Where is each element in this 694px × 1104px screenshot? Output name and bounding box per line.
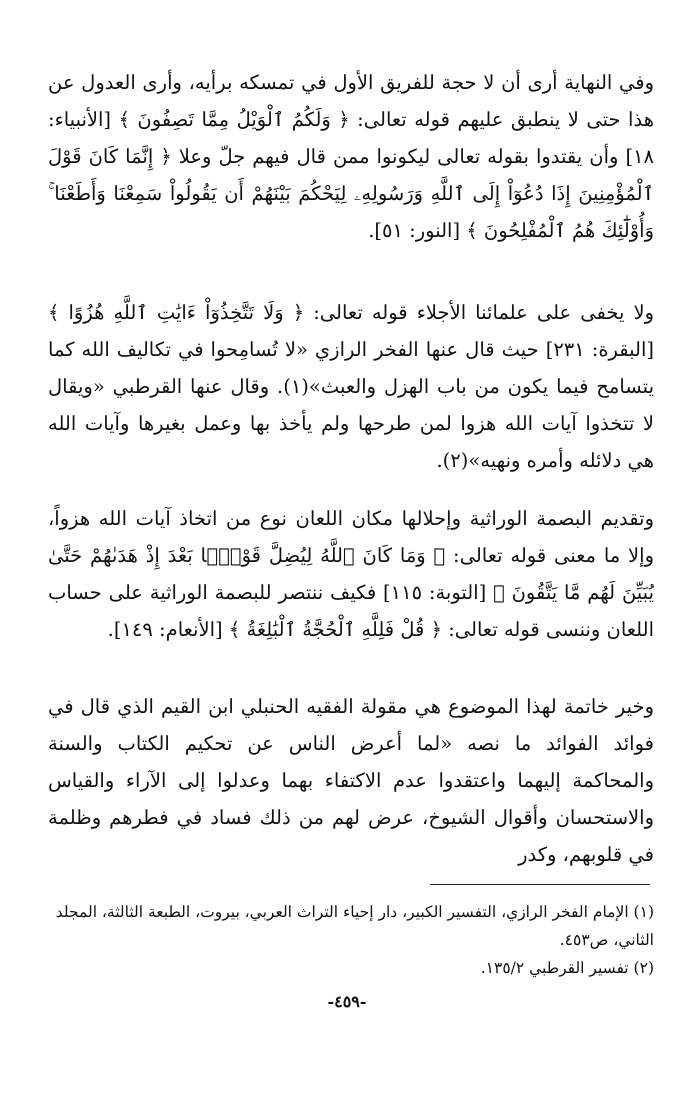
paragraph-ibn-qayyim: وخير خاتمة لهذا الموضوع هي مقولة الفقيه الحنبلي ابن القيم الذي قال في فوائد الفوائد ما نصه «لما أعرض الناس عن تحكيم الكتاب والسنة والمحاكمة إليهما واعتقدوا عدم الاكتفاء بهما وعدلوا إلى الآراء والقياس والاستحسان وأقوال الشيوخ، عرض لهم من ذلك فساد في فطرهم وظلمة في قلوبهم، وكدر xyxy=(48,695,654,866)
footnote-2: (٢) تفسير القرطبي ١٣٥/٢. xyxy=(480,959,654,977)
footnote-divider xyxy=(430,884,650,885)
page-number: -٤٥٩- xyxy=(327,992,367,1011)
footnote-1: (١) الإمام الفخر الرازي، التفسير الكبير، دار إحياء التراث العربي، بيروت، الطبعة الثالثة، المجلد الثاني، ص٤٥٣. xyxy=(55,903,654,949)
paragraph-genetic-fingerprint: وتقديم البصمة الوراثية وإحلالها مكان اللعان نوع من اتخاذ آيات الله هزواً، وإلا ما معنى قوله تعالى: ﴿ وَمَا كَانَ ٱللَّهُ لِيُضِلَّ قَوْمًۢا بَعْدَ إِذْ هَدَىٰهُمْ حَتَّىٰ يُبَيِّنَ لَهُم مَّا يَتَّقُونَ ﴾ [التوبة: ١١٥] فكيف ننتصر للبصمة الوراثية على حساب اللعان وننسى قوله تعالى: ﴿ قُلْ فَلِلَّهِ ٱلْحُجَّةُ ٱلْبَٰلِغَةُ ﴾ [الأنعام: ١٤٩]. xyxy=(48,507,654,641)
paragraph-scholars: ولا يخفى على علمائنا الأجلاء قوله تعالى: ﴿ وَلَا تَتَّخِذُوٓاْ ءَايَٰتِ ٱللَّهِ هُزُوًا ﴾ [البقرة: ٢٣١] حيث قال عنها الفخر الرازي «لا تُسامِحوا في تكاليف الله كما يتسامح فيما يكون من باب الهزل والعبث»(١). وقال عنها القرطبي «ويقال لا تتخذوا آيات الله هزوا لمن طرحها ولم يأخذ بها وعمل بغيرها وآيات الله هي دلائله وأمره ونهيه»(٢). xyxy=(48,301,655,472)
paragraph-conclusion: وفي النهاية أرى أن لا حجة للفريق الأول في تمسكه برأيه، وأرى العدول عن هذا حتى لا ينطبق عليهم قوله تعالى: ﴿ وَلَكُمُ ٱلْوَيْلُ مِمَّا تَصِفُونَ ﴾ [الأنبياء: ١٨] وأن يقتدوا بقوله تعالى ليكونوا ممن قال فيهم جلّ وعلا ﴿ إِنَّمَا كَانَ قَوْلَ ٱلْمُؤْمِنِينَ إِذَا دُعُوٓاْ إِلَى ٱللَّهِ وَرَسُولِهِۦ لِيَحْكُمَ بَيْنَهُمْ أَن يَقُولُواْ سَمِعْنَا وَأَطَعْنَا ۚ وَأُوْلَٰٓئِكَ هُمُ ٱلْمُفْلِحُونَ ﴾ [النور: ٥١]. xyxy=(48,71,654,242)
